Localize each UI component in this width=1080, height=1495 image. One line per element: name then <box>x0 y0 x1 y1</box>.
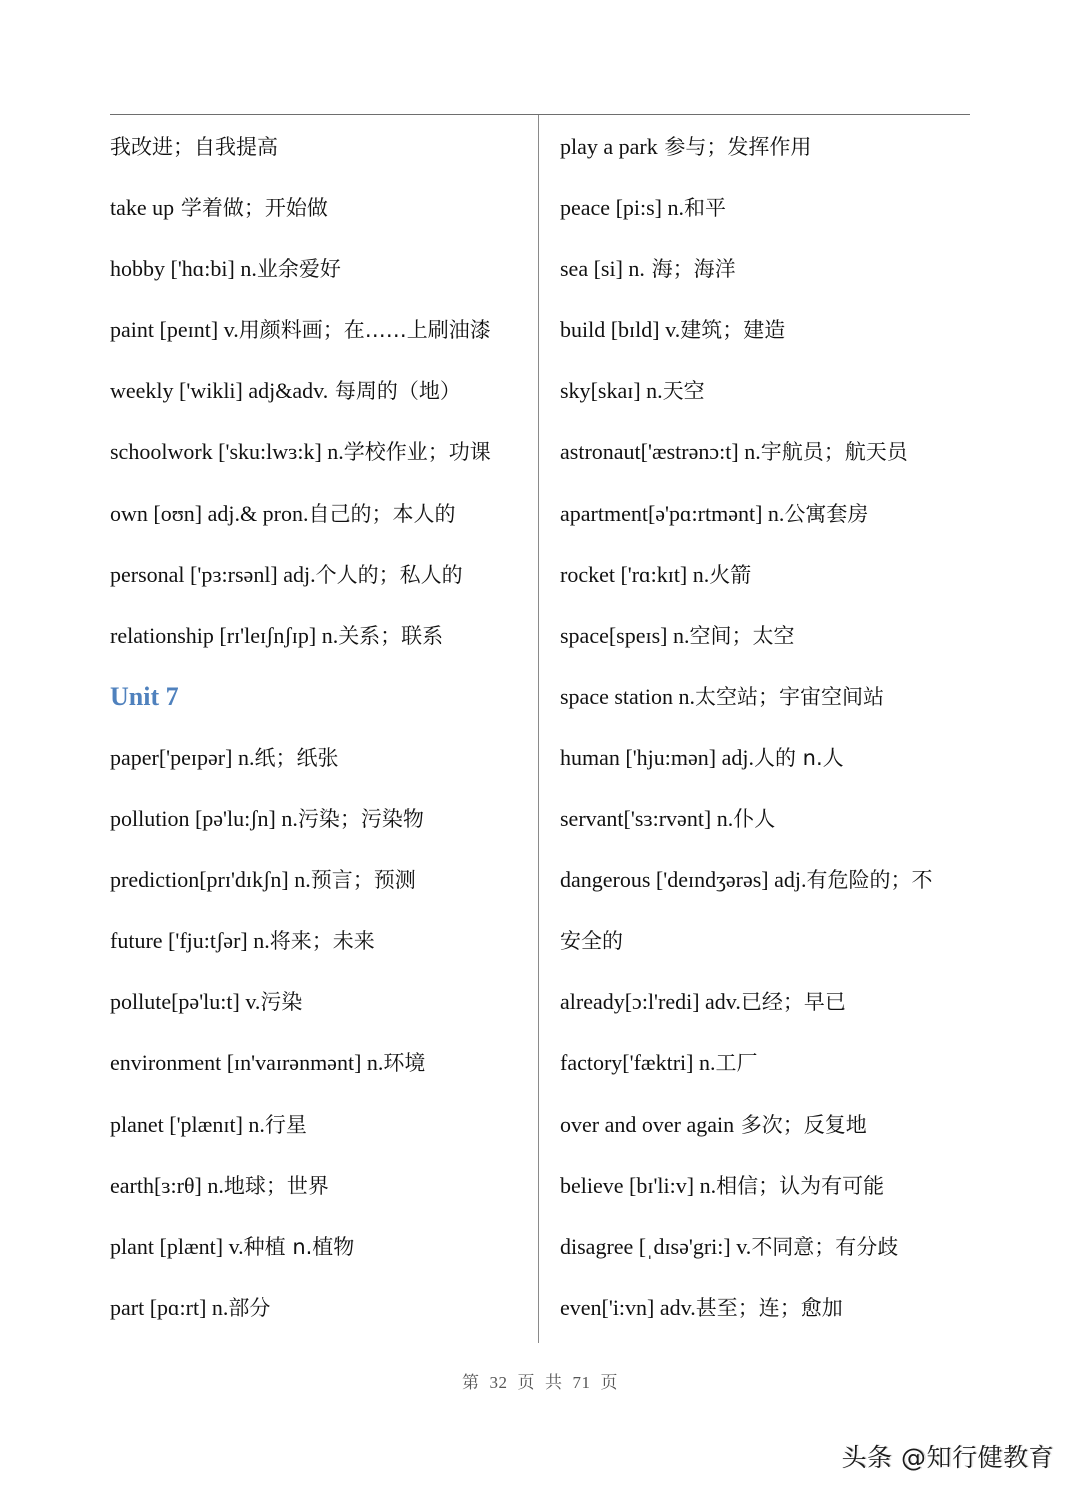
vocab-phonetic: [prɪ'dɪkʃn] <box>199 867 289 893</box>
vocab-meaning: 建筑；建造 <box>680 318 786 343</box>
vocab-meaning: 有危险的；不 <box>806 868 933 893</box>
vocab-word: even <box>560 1294 602 1320</box>
vocab-phonetic: [bɪld] <box>610 317 660 343</box>
vocab-meaning: 我改进；自我提高 <box>110 135 278 159</box>
vocab-phonetic: [ɜ:rθ] <box>153 1172 202 1198</box>
vocab-meaning: 将来；未来 <box>269 929 375 954</box>
vocab-meaning: 用颜料画；在……上刷油漆 <box>238 318 491 343</box>
vocab-part-of-speech: v. <box>228 1233 244 1259</box>
vocab-word: future <box>110 928 163 954</box>
vocab-word: paper <box>110 744 159 770</box>
vocab-phonetic: [ɔ:l'redi] <box>624 989 700 1015</box>
vocab-part-of-speech: adj&adv. <box>248 378 329 404</box>
vocab-entry <box>110 238 530 299</box>
vocab-word: space station <box>560 683 674 709</box>
vocab-entry <box>560 849 970 910</box>
vocab-word: pollute <box>110 989 172 1015</box>
vocab-part-of-speech: n. <box>646 378 663 404</box>
vocab-part-of-speech: n. <box>253 928 270 954</box>
vocab-part-of-speech: n. <box>698 1050 716 1076</box>
vocab-meaning: 参与；发挥作用 <box>657 135 812 159</box>
vocab-part-of-speech: n. <box>211 1294 229 1320</box>
vocab-entry <box>560 238 970 299</box>
footer-prefix: 第 <box>462 1373 480 1392</box>
vocab-phonetic: ['wikli] <box>179 378 243 404</box>
vocab-meaning: 学着做；开始做 <box>174 196 328 221</box>
vocab-phonetic: [oʊn] <box>153 500 203 526</box>
vocab-phonetic: ['hju:mən] <box>625 744 717 770</box>
vocab-entry <box>110 1155 530 1216</box>
vocab-word: space <box>560 622 609 648</box>
vocab-phonetic: [pɑ:rt] <box>149 1294 207 1320</box>
vocab-phonetic: ['plænɪt] <box>169 1111 243 1137</box>
vocab-meaning: 不同意；有分歧 <box>751 1234 899 1259</box>
vocab-phonetic: [pə'lu:t] <box>171 989 240 1015</box>
vocab-part-of-speech: adv. <box>705 989 741 1015</box>
vocab-part-of-speech: n. <box>667 195 685 221</box>
vocab-word: personal <box>110 561 185 587</box>
vocab-part-of-speech: n. <box>699 1172 717 1198</box>
vocab-entry <box>110 483 530 544</box>
vocab-phonetic: [pə'lu:ʃn] <box>194 806 276 832</box>
vocab-phonetic: ['pɜ:rsənl] <box>190 561 278 587</box>
vocab-phonetic: [ˌdɪsə'gri:] <box>638 1233 731 1259</box>
vocab-part-of-speech: adj. <box>774 867 807 893</box>
vocab-meaning: 环境 <box>383 1051 426 1076</box>
vocab-part-of-speech: v. <box>245 989 261 1015</box>
vocab-meaning: 学校作业；功课 <box>343 440 491 465</box>
vocab-entry <box>560 1094 970 1155</box>
vocab-phonetic: ['i:vn] <box>601 1294 655 1320</box>
vocab-part-of-speech: n. <box>673 622 690 648</box>
vocab-word: take up <box>110 195 175 221</box>
vocab-phonetic: ['peɪpər] <box>158 744 233 770</box>
left-column <box>110 116 530 1338</box>
vocab-meaning: 部分 <box>228 1295 271 1320</box>
vocab-entry <box>560 788 970 849</box>
vocab-part-of-speech: n. <box>628 256 645 282</box>
vocab-phonetic: ['sɜ:rvənt] <box>623 806 712 832</box>
vocab-phonetic: [ɪn'vaɪrənmənt] <box>226 1050 362 1076</box>
vocab-meaning: 业余爱好 <box>256 257 341 282</box>
vocab-part-of-speech: n. <box>716 806 734 832</box>
vocab-part-of-speech: n. <box>240 256 257 282</box>
vocab-entry <box>110 910 530 971</box>
vocab-meaning: 海；海洋 <box>644 257 736 282</box>
header-rule <box>110 114 970 115</box>
vocab-word: prediction <box>110 867 200 893</box>
vocab-entry <box>110 299 530 360</box>
vocab-entry <box>560 177 970 238</box>
vocab-entry <box>110 971 530 1032</box>
vocab-phonetic: ['æstrənɔ:t] <box>640 439 739 465</box>
column-divider <box>538 115 539 1343</box>
vocab-meaning: 相信；认为有可能 <box>716 1173 885 1198</box>
page-footer <box>0 1368 1080 1393</box>
vocab-word: paint <box>110 317 154 343</box>
vocab-word: disagree <box>560 1233 634 1259</box>
vocab-part-of-speech: n. <box>767 500 785 526</box>
vocab-word: own <box>110 500 148 526</box>
vocab-word: environment <box>110 1050 222 1076</box>
vocab-phonetic: [skaɪ] <box>590 378 641 404</box>
vocab-meaning: 地球；世界 <box>223 1173 329 1198</box>
vocab-word: hobby <box>110 256 165 282</box>
vocab-phonetic: [rɪ'leɪʃnʃɪp] <box>219 622 317 648</box>
vocab-word: earth <box>110 1172 154 1198</box>
vocab-meaning: 已经；早已 <box>740 990 846 1015</box>
vocab-phonetic: [pi:s] <box>615 195 663 221</box>
vocab-meaning: 行星 <box>264 1112 307 1137</box>
vocab-entry <box>560 727 970 788</box>
vocab-part-of-speech: n. <box>321 622 339 648</box>
vocab-word: part <box>110 1294 145 1320</box>
vocab-meaning: 安全的 <box>560 929 623 954</box>
footer-page-label: 页 <box>517 1373 535 1392</box>
vocab-meaning: 甚至；连；愈加 <box>695 1295 843 1320</box>
vocab-entry <box>560 910 970 971</box>
vocab-meaning: 每周的（地） <box>328 379 461 404</box>
vocab-entry <box>110 849 530 910</box>
vocab-meaning: 个人的；私人的 <box>315 562 463 587</box>
vocab-word: dangerous <box>560 867 651 893</box>
vocab-phonetic: [peɪnt] <box>159 317 219 343</box>
vocab-word: already <box>560 989 625 1015</box>
vocab-phonetic: ['rɑ:kɪt] <box>620 561 688 587</box>
vocab-part-of-speech: n. <box>673 683 696 709</box>
total-page-count: 71 <box>572 1373 591 1392</box>
vocab-part-of-speech: n. <box>281 806 298 832</box>
vocab-word: believe <box>560 1172 624 1198</box>
vocab-word: human <box>560 744 620 770</box>
vocab-entry <box>560 483 970 544</box>
vocab-word: pollution <box>110 806 190 832</box>
vocab-meaning: 种植 n.植物 <box>243 1234 355 1259</box>
watermark: 头条 @知行健教育 <box>841 1443 1054 1472</box>
vocab-meaning: 宇航员；航天员 <box>760 440 908 465</box>
vocab-entry <box>110 1032 530 1093</box>
vocab-word: weekly <box>110 378 174 404</box>
vocab-part-of-speech: v. <box>665 317 681 343</box>
vocab-entry <box>560 544 970 605</box>
vocab-part-of-speech: n. <box>327 439 344 465</box>
vocab-meaning: 空间；太空 <box>689 623 795 648</box>
vocab-meaning: 和平 <box>684 196 727 221</box>
vocab-entry <box>110 605 530 666</box>
vocab-word: planet <box>110 1111 164 1137</box>
vocab-meaning: 太空站；宇宙空间站 <box>695 684 885 709</box>
vocab-entry <box>110 360 530 421</box>
vocab-meaning: 天空 <box>662 379 705 404</box>
vocab-phonetic: ['fæktri] <box>622 1050 694 1076</box>
vocab-entry <box>560 1155 970 1216</box>
vocab-phonetic: ['fju:tʃər] <box>168 928 248 954</box>
vocab-entry <box>110 1277 530 1338</box>
vocab-meaning: 火箭 <box>709 562 752 587</box>
vocab-meaning: 工厂 <box>715 1051 758 1076</box>
vocab-meaning: 预言；预测 <box>310 868 416 893</box>
vocab-entry <box>110 544 530 605</box>
vocab-entry <box>110 788 530 849</box>
vocab-phonetic: ['hɑ:bi] <box>170 256 235 282</box>
vocab-word: play a park <box>560 134 658 159</box>
vocab-part-of-speech: n. <box>294 867 311 893</box>
vocab-entry <box>560 666 970 727</box>
vocab-entry <box>560 299 970 360</box>
footer-total-label: 共 <box>545 1373 563 1392</box>
vocab-part-of-speech: n. <box>692 561 710 587</box>
unit-heading: Unit 7 <box>110 681 179 711</box>
vocab-word: relationship <box>110 622 214 648</box>
vocab-part-of-speech: adj. <box>283 561 316 587</box>
vocab-entry <box>110 1216 530 1277</box>
footer-suffix: 页 <box>600 1373 618 1392</box>
vocab-part-of-speech: adv. <box>659 1294 696 1320</box>
vocab-meaning: 关系；联系 <box>338 623 444 648</box>
vocab-word: sea <box>560 256 589 282</box>
vocab-phonetic: ['sku:lwɜ:k] <box>218 439 322 465</box>
vocab-entry <box>560 1032 970 1093</box>
vocab-entry <box>560 605 970 666</box>
vocab-word: build <box>560 317 606 343</box>
vocab-word: over and over again <box>560 1111 735 1137</box>
vocab-part-of-speech: n. <box>248 1111 265 1137</box>
vocab-phonetic: [ə'pɑ:rtmənt] <box>647 500 763 526</box>
vocab-entry <box>560 971 970 1032</box>
vocab-word: astronaut <box>560 439 641 465</box>
vocab-word: apartment <box>560 500 648 526</box>
vocab-entry <box>560 360 970 421</box>
vocab-entry <box>560 1277 970 1338</box>
vocab-part-of-speech: n. <box>744 439 761 465</box>
vocab-part-of-speech: v. <box>736 1233 752 1259</box>
vocab-phonetic: [speɪs] <box>608 622 668 648</box>
vocab-word: plant <box>110 1233 154 1259</box>
vocab-meaning: 多次；反复地 <box>734 1112 867 1137</box>
vocab-meaning: 纸；纸张 <box>254 745 339 770</box>
vocab-meaning: 公寓套房 <box>784 501 869 526</box>
vocab-word: servant <box>560 806 624 832</box>
vocab-word: sky <box>560 378 591 404</box>
vocab-word: peace <box>560 195 611 221</box>
vocab-entry <box>110 116 530 177</box>
vocab-word: rocket <box>560 561 615 587</box>
vocab-part-of-speech: v. <box>223 317 239 343</box>
vocab-part-of-speech: n. <box>237 744 255 770</box>
vocab-part-of-speech: n. <box>207 1172 224 1198</box>
vocab-part-of-speech: n. <box>366 1050 384 1076</box>
vocab-part-of-speech: adj.& pron. <box>207 500 309 526</box>
vocab-phonetic: ['deɪndʒərəs] <box>655 867 769 893</box>
vocab-entry <box>110 177 530 238</box>
vocab-meaning: 人的 n.人 <box>754 745 844 770</box>
vocab-entry <box>110 727 530 788</box>
vocab-meaning: 仆人 <box>733 807 776 832</box>
vocab-entry <box>560 421 970 482</box>
vocab-part-of-speech: adj. <box>721 744 754 770</box>
vocab-phonetic: [bɪ'li:v] <box>629 1172 695 1198</box>
vocab-word: factory <box>560 1050 623 1076</box>
vocab-entry <box>560 1216 970 1277</box>
right-column <box>560 116 970 1338</box>
vocab-meaning: 污染 <box>260 990 303 1015</box>
vocab-entry <box>110 421 530 482</box>
vocab-entry <box>110 1094 530 1155</box>
vocab-word: schoolwork <box>110 439 213 465</box>
vocab-phonetic: [si] <box>593 256 623 282</box>
current-page-number: 32 <box>489 1373 508 1392</box>
vocab-meaning: 自己的；本人的 <box>308 501 456 526</box>
vocab-entry <box>560 116 970 177</box>
vocab-phonetic: [plænt] <box>159 1233 224 1259</box>
vocab-meaning: 污染；污染物 <box>297 807 424 832</box>
